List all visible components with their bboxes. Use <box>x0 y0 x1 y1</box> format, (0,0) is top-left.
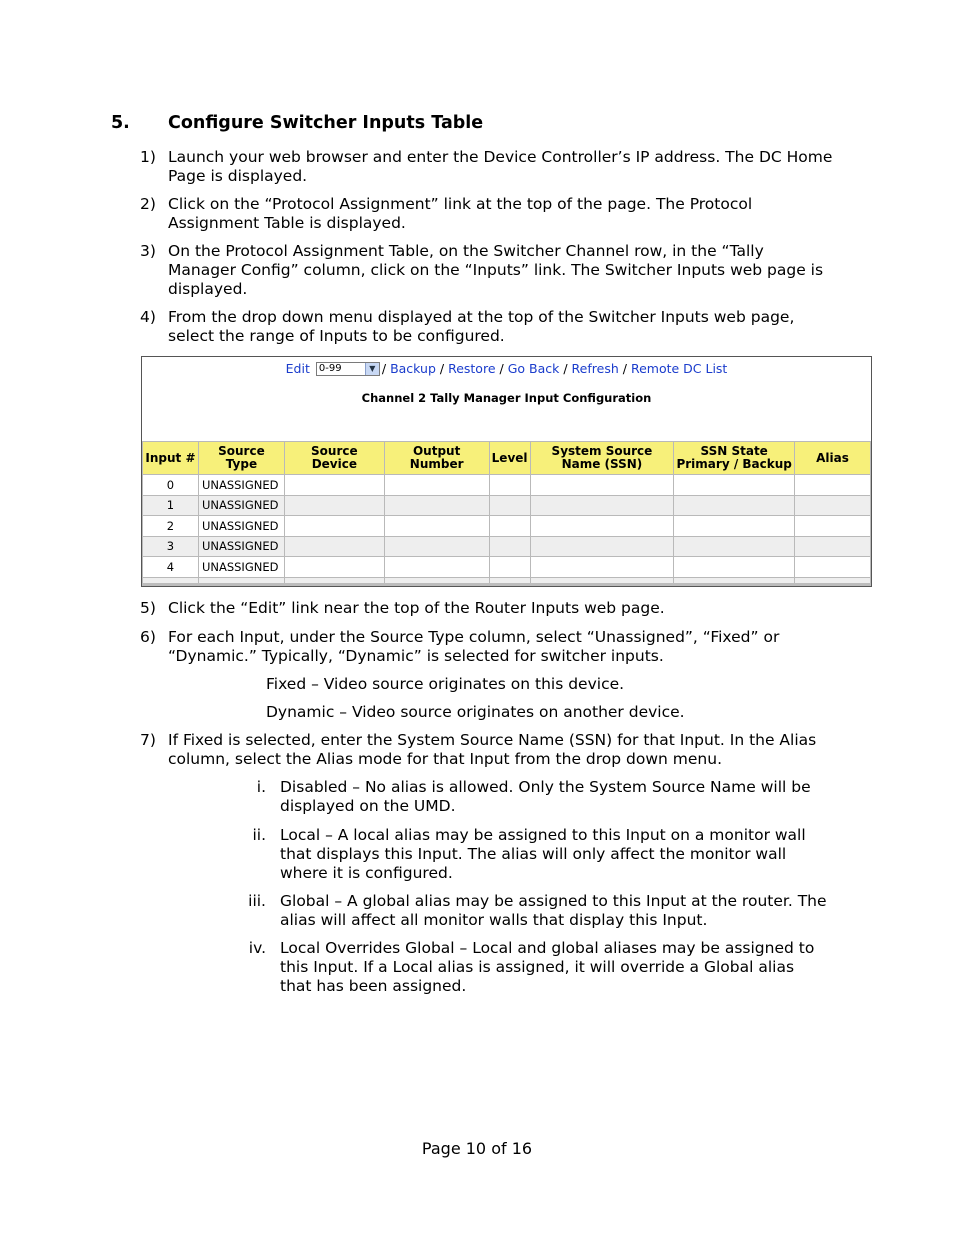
col-alias: Alias <box>795 442 871 475</box>
step-7-number: 7) <box>140 731 156 749</box>
restore-link[interactable]: Restore <box>448 361 496 376</box>
step-4-text: From the drop down menu displayed at the top of the Switcher Inputs web page, select the range of Inputs to be configured. <box>168 308 795 345</box>
go-back-link[interactable]: Go Back <box>507 361 560 376</box>
step-7-text: If Fixed is selected, enter the System Source Name (SSN) for that Input. In the Alias column, select the Alias mode for that Input from the drop down menu. <box>168 731 817 768</box>
step-3-text: On the Protocol Assignment Table, on the Switcher Channel row, in the “Tally Manager Config” column, click on the “Inputs” link. The Switcher Inputs web page is displayed. <box>168 242 824 298</box>
alias-mode-iv-number: iv. <box>248 939 266 957</box>
remote-dc-list-link[interactable]: Remote DC List <box>630 361 728 376</box>
alias-mode-local-overrides-global: Local Overrides Global – Local and global aliases may be assigned to this Input. If a Local alias is assigned, it will override a Global alias that has been assigned. <box>280 939 815 995</box>
section-title: Configure Switcher Inputs Table <box>168 113 484 133</box>
alias-mode-iii-number: iii. <box>248 892 266 910</box>
table-row: 2 UNASSIGNED <box>143 516 871 537</box>
col-source-device: Source Device <box>284 442 384 475</box>
horizontal-scrollbar[interactable] <box>142 583 871 586</box>
config-title: Channel 2 Tally Manager Input Configuration <box>361 391 652 405</box>
chevron-down-icon[interactable]: ▼ <box>365 363 379 375</box>
page-footer: Page 10 of 16 <box>421 1139 533 1158</box>
step-3-number: 3) <box>140 242 156 260</box>
table-row: 4 UNASSIGNED <box>143 557 871 578</box>
backup-link[interactable]: Backup <box>390 361 436 376</box>
edit-link[interactable]: Edit <box>285 361 310 376</box>
definition-dynamic: Dynamic – Video source originates on another device. <box>266 703 685 721</box>
range-select-value: 0-99 <box>318 363 342 374</box>
table-row: 0 UNASSIGNED <box>143 475 871 496</box>
step-2-number: 2) <box>140 195 156 213</box>
step-6-number: 6) <box>140 628 156 646</box>
alias-mode-ii-number: ii. <box>252 826 266 844</box>
col-level: Level <box>489 442 530 475</box>
step-4-number: 4) <box>140 308 156 326</box>
definition-fixed: Fixed – Video source originates on this device. <box>266 675 625 693</box>
nav-bar: Edit 0-99 ▼ / Backup / Restore / Go Back / Refresh / Remote DC List <box>285 361 728 376</box>
table-row: 3 UNASSIGNED <box>143 536 871 557</box>
step-1-text: Launch your web browser and enter the Device Controller’s IP address. The DC Home Page is displayed. <box>168 148 833 185</box>
step-2-text: Click on the “Protocol Assignment” link at the top of the page. The Protocol Assignment Table is displayed. <box>168 195 753 232</box>
inputs-table <box>142 441 871 587</box>
alias-mode-disabled: Disabled – No alias is allowed. Only the System Source Name will be displayed on the UMD. <box>280 778 811 815</box>
switcher-inputs-screenshot <box>141 356 872 587</box>
step-1-number: 1) <box>140 148 156 166</box>
alias-mode-local: Local – A local alias may be assigned to this Input on a monitor wall that displays this Input. The alias will only affect the monitor wall where it is configured. <box>280 826 806 882</box>
step-5-number: 5) <box>140 599 156 617</box>
step-5-text: Click the “Edit” link near the top of the Router Inputs web page. <box>168 599 665 617</box>
section-number: 5. <box>111 113 130 133</box>
table-row: 1 UNASSIGNED <box>143 495 871 516</box>
step-6-text: For each Input, under the Source Type column, select “Unassigned”, “Fixed” or “Dynamic.” Typically, “Dynamic” is selected for switcher inputs. <box>168 628 780 665</box>
range-select[interactable] <box>316 362 380 376</box>
col-ssn: System Source Name (SSN) <box>530 442 674 475</box>
col-output-number: Output Number <box>384 442 489 475</box>
col-source-type: Source Type <box>198 442 284 475</box>
col-ssn-state: SSN State Primary / Backup <box>674 442 795 475</box>
col-input-number: Input # <box>143 442 199 475</box>
alias-mode-global: Global – A global alias may be assigned to this Input at the router. The alias will affect all monitor walls that display this Input. <box>280 892 827 929</box>
table-header-row <box>143 442 871 475</box>
refresh-link[interactable]: Refresh <box>571 361 619 376</box>
alias-mode-i-number: i. <box>256 778 266 796</box>
